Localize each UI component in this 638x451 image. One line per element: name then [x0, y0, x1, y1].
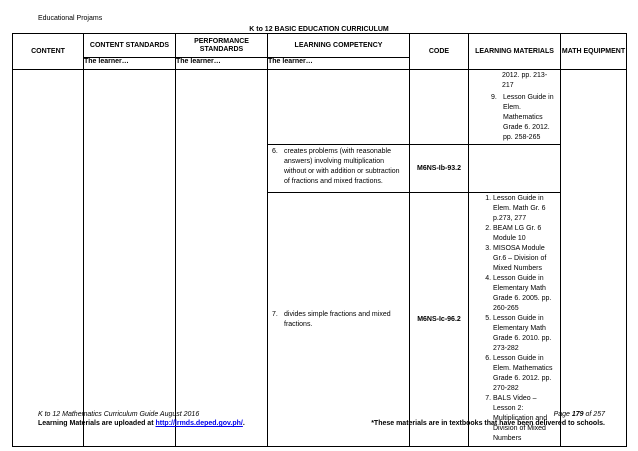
materials-cell	[469, 193, 561, 447]
material-number: 9.	[491, 94, 497, 101]
header-learning-competency: LEARNING COMPETENCY	[268, 34, 410, 58]
header-content: CONTENT	[13, 34, 84, 70]
list-item: 3. MISOSA Module Gr.6 – Division of Mixed Numbers	[493, 244, 558, 274]
footer-right	[371, 410, 605, 428]
competency-number: 6.	[272, 148, 278, 155]
curriculum-guide-label: K to 12 Mathematics Curriculum Guide August 2016	[38, 411, 200, 418]
upload-suffix: .	[242, 420, 245, 427]
math-equipment-cell	[561, 70, 627, 447]
list-item: 7. BALS Video – Lesson 2: Multiplication and Division of Mixed Numbers	[493, 394, 558, 444]
lrmds-link[interactable]: http://lrmds.deped.gov.ph/	[155, 420, 243, 427]
page-label: Page	[553, 411, 572, 418]
textbook-note: *These materials are in textbooks that have been delivered to schools.	[371, 420, 605, 427]
page-total: of 257	[583, 411, 605, 418]
code-cell: M6NS-Ic-96.2	[410, 193, 469, 447]
list-item: 1. Lesson Guide in Elem. Math Gr. 6 p.273, 277	[493, 194, 558, 224]
materials-cell	[469, 70, 561, 145]
content-standards-cell	[84, 70, 176, 447]
header-learning-materials: LEARNING MATERIALS	[469, 34, 561, 70]
competency-cell	[268, 193, 410, 447]
competency-number: 7.	[272, 311, 278, 318]
header-performance-standards: PERFORMANCE STANDARDS	[176, 34, 268, 58]
material-text: Lesson Guide in Elem. Mathematics Grade 6. 2012. pp. 258-265	[503, 94, 554, 141]
competency-item	[272, 147, 405, 187]
code-cell	[410, 70, 469, 145]
code-cell: M6NS-Ib-93.2	[410, 145, 469, 193]
page-title: K to 12 BASIC EDUCATION CURRICULUM	[249, 26, 389, 33]
header-code: CODE	[410, 34, 469, 70]
competency-text: creates problems (with reasonable answers) involving multiplication without or with addition or subtraction of fractions and mixed fractions.	[284, 148, 400, 185]
materials-cell	[469, 145, 561, 193]
competency-text: divides simple fractions and mixed fractions.	[284, 311, 391, 328]
competency-cell	[268, 70, 410, 145]
materials-list	[469, 194, 558, 444]
page-current: 179	[571, 411, 584, 418]
header-math-equipment: MATH EQUIPMENT	[561, 34, 627, 70]
list-item	[491, 93, 558, 143]
upload-prefix: Learning Materials are uploaded at	[38, 420, 156, 427]
list-item: 6. Lesson Guide in Elem. Mathematics Grade 6. 2012. pp. 270-282	[493, 354, 558, 394]
subheader-content-standards: The learner…	[84, 58, 176, 70]
performance-standards-cell	[176, 70, 268, 447]
competency-item	[272, 310, 405, 330]
watermark-text: Educational Projams	[38, 15, 103, 22]
list-item: 2. BEAM LG Gr. 6 Module 10	[493, 224, 558, 244]
list-item: 5. Lesson Guide in Elementary Math Grade 6. 2010. pp. 273-282	[493, 314, 558, 354]
list-item: 4. Lesson Guide in Elementary Math Grade 6. 2005. pp. 260-265	[493, 274, 558, 314]
material-continuation: 2012. pp. 213-217	[502, 72, 548, 89]
curriculum-table	[12, 33, 627, 447]
footer-left	[38, 410, 245, 428]
content-cell	[13, 70, 84, 447]
upload-note	[38, 419, 245, 428]
page-number	[371, 410, 605, 419]
header-content-standards: CONTENT STANDARDS	[84, 34, 176, 58]
competency-cell	[268, 145, 410, 193]
table-row	[13, 70, 627, 145]
subheader-performance-standards: The learner…	[176, 58, 268, 70]
subheader-learning-competency: The learner…	[268, 58, 410, 70]
table-header-row	[13, 34, 627, 58]
